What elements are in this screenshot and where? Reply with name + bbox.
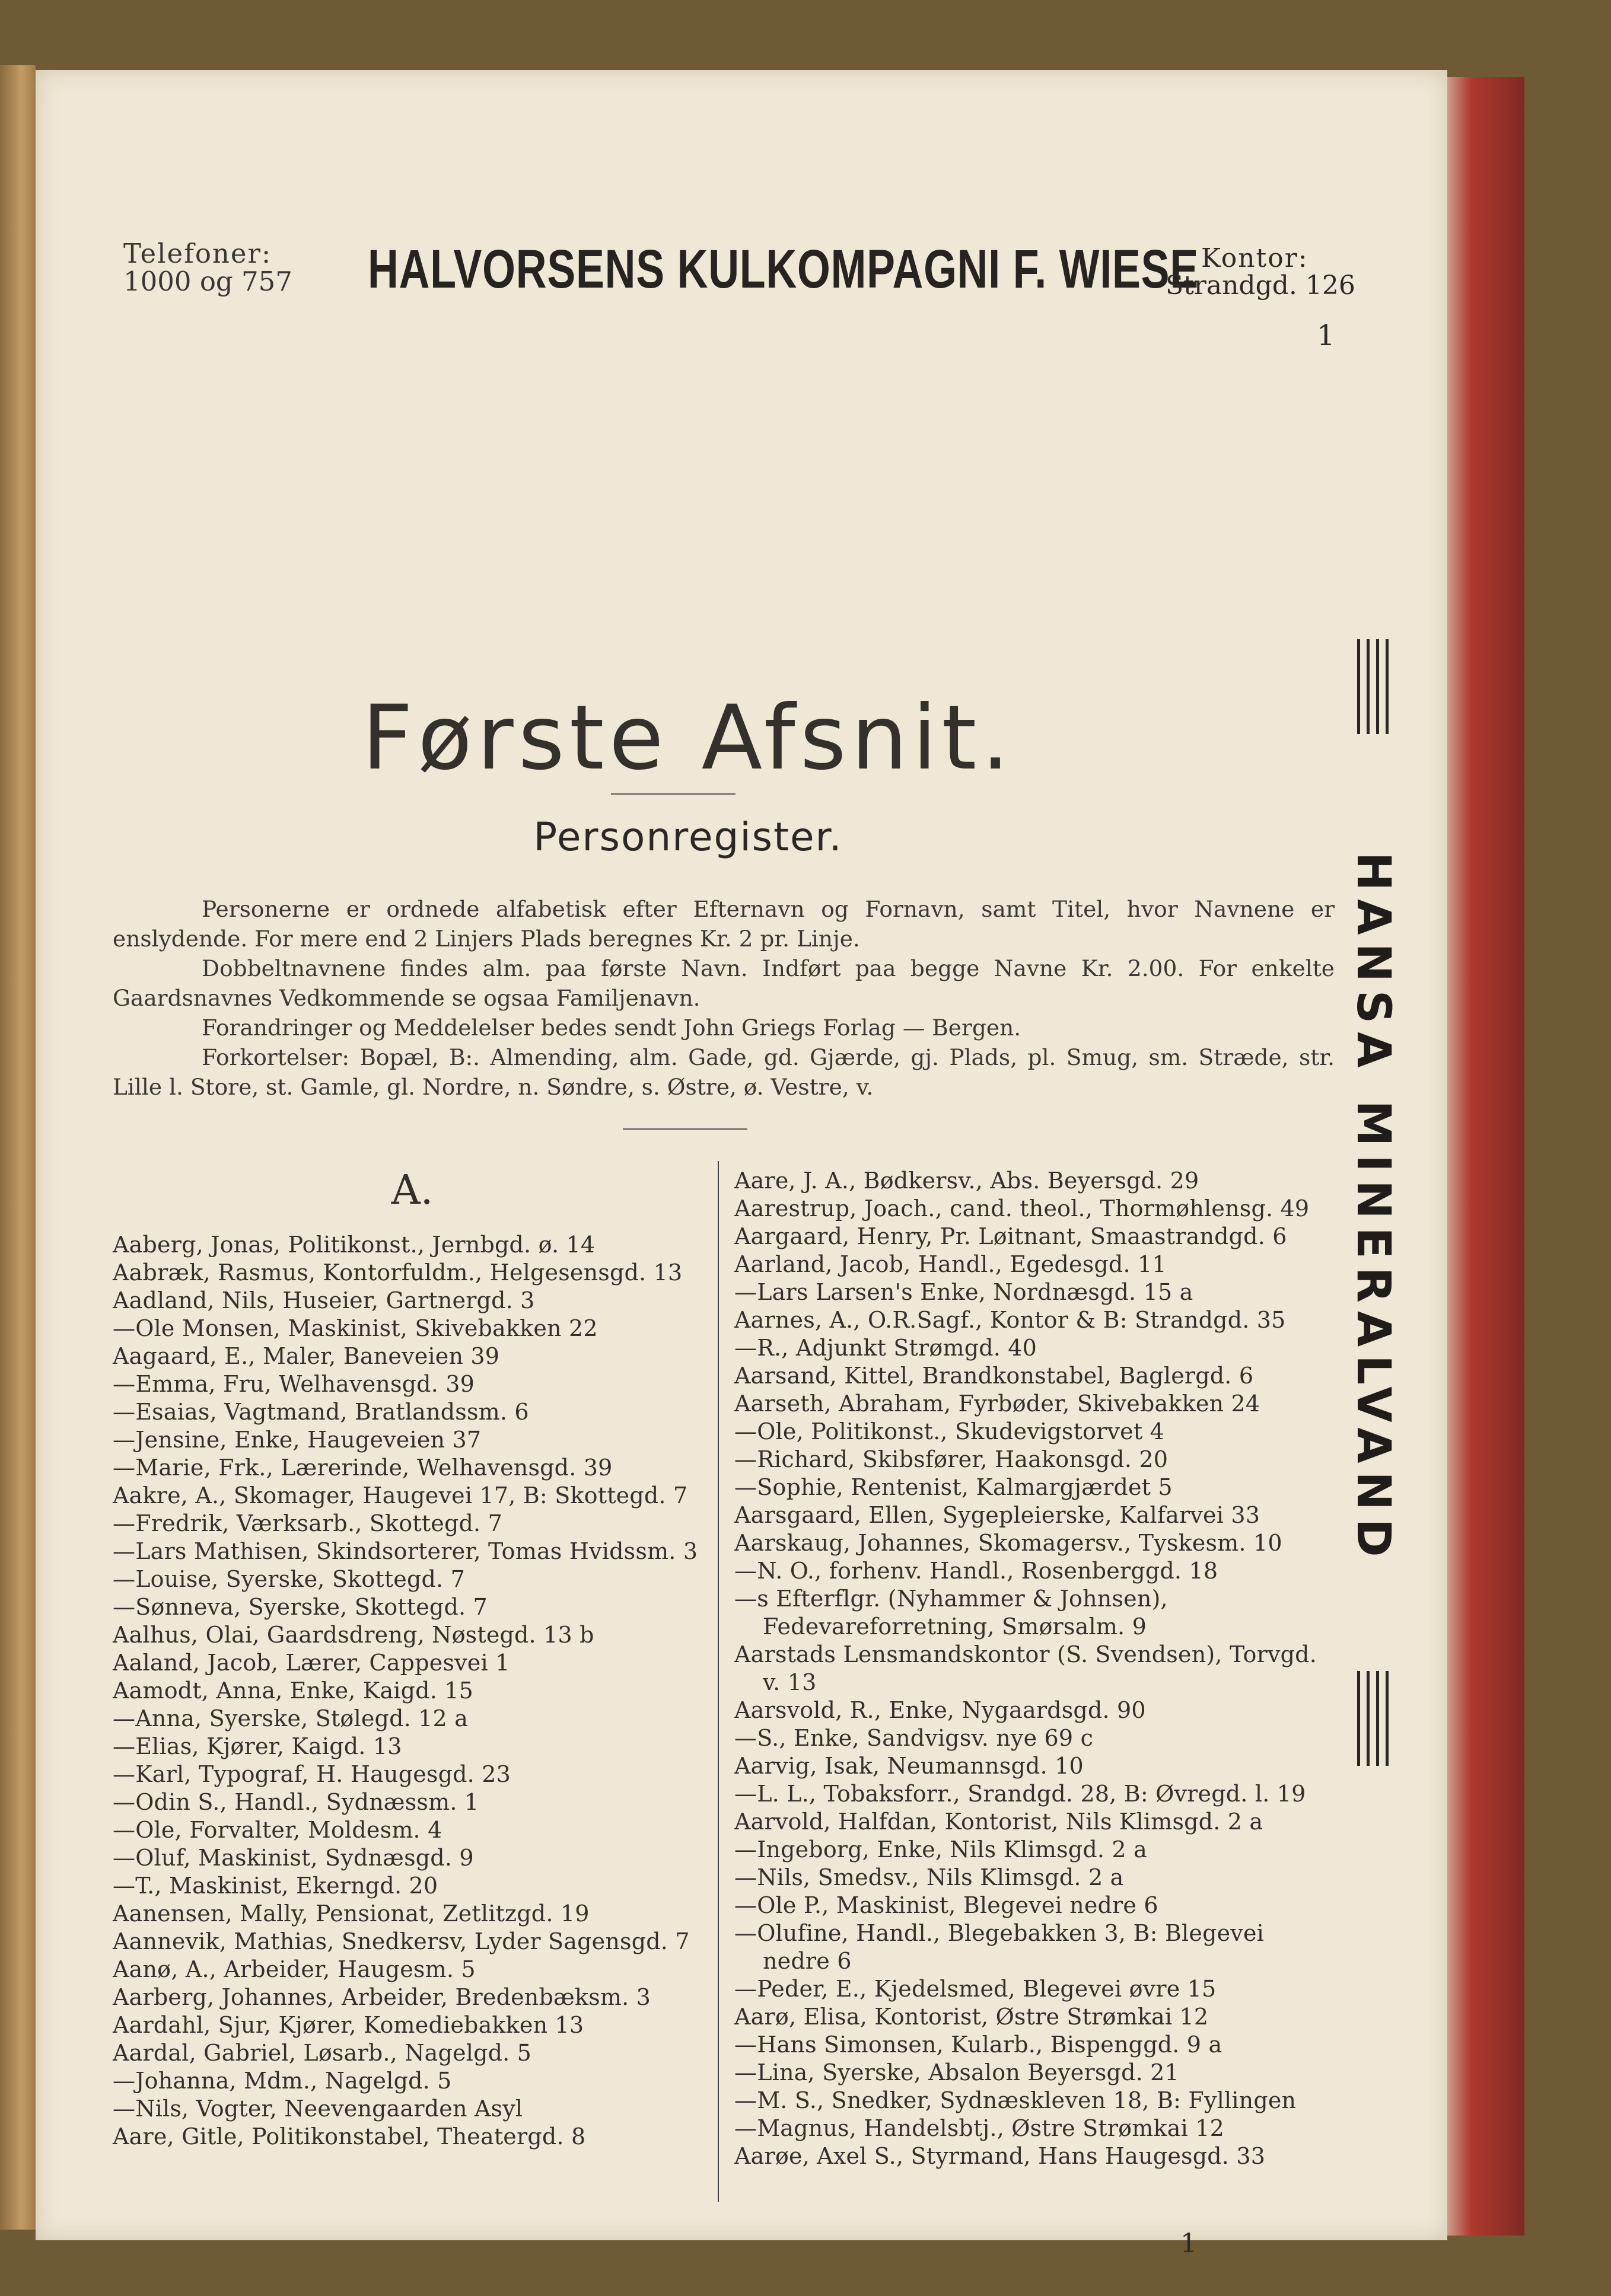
register-entry: Aamodt, Anna, Enke, Kaigd. 15 bbox=[113, 1678, 474, 1704]
register-entry: —Louise, Syerske, Skottegd. 7 bbox=[113, 1566, 465, 1592]
register-entry: Aarestrup, Joach., cand. theol., Thormøhlensg. 49 bbox=[734, 1195, 1310, 1222]
register-entry: —Hans Simonsen, Kularb., Bispenggd. 9 a bbox=[734, 2032, 1222, 2058]
intro-paragraph: Personerne er ordnede alfabetisk efter Efternavn og Fornavn, samt Titel, hvor Navnene er enslydende. For mere end 2 Linjers Plads beregnes Kr. 2 pr. Linje. bbox=[113, 896, 1335, 952]
register-entry: Aargaard, Henry, Pr. Løitnant, Smaastrandgd. 6 bbox=[734, 1223, 1287, 1249]
register-entry: Aarsand, Kittel, Brandkonstabel, Baglergd. 6 bbox=[734, 1363, 1254, 1389]
register-entry: Aabræk, Rasmus, Kontorfuldm., Helgesensgd. 13 bbox=[113, 1259, 683, 1286]
register-entry: —Ingeborg, Enke, Nils Klimsgd. 2 a bbox=[734, 1836, 1147, 1863]
register-entry: Aaland, Jacob, Lærer, Cappesvei 1 bbox=[113, 1650, 510, 1676]
register-entry: Aarsgaard, Ellen, Sygepleierske, Kalfarvei 33 bbox=[734, 1502, 1260, 1528]
register-entry: —Anna, Syerske, Stølegd. 12 a bbox=[113, 1705, 469, 1731]
register-entry: Aarberg, Johannes, Arbeider, Bredenbæksm. 3 bbox=[113, 1984, 651, 2010]
register-entry: Aarskaug, Johannes, Skomagersv., Tyskesm. 10 bbox=[734, 1530, 1282, 1556]
phone-numbers: 1000 og 757 bbox=[123, 266, 292, 297]
register-entry: Aare, J. A., Bødkersv., Abs. Beyersgd. 29 bbox=[734, 1168, 1199, 1194]
register-entry: —Johanna, Mdm., Nagelgd. 5 bbox=[113, 2068, 452, 2094]
intro-rule bbox=[623, 1128, 747, 1130]
register-entry: Aalhus, Olai, Gaardsdreng, Nøstegd. 13 b bbox=[113, 1622, 594, 1648]
left-column bbox=[113, 1167, 712, 2151]
register-entry: Aare, Gitle, Politikonstabel, Theatergd. 8 bbox=[113, 2123, 586, 2150]
register-entry: —Sophie, Rentenist, Kalmargjærdet 5 bbox=[734, 1474, 1173, 1500]
book-binding-left bbox=[0, 65, 36, 2230]
register-entry: —Richard, Skibsfører, Haakonsgd. 20 bbox=[734, 1446, 1169, 1472]
register-entry: —Ole Monsen, Maskinist, Skivebakken 22 bbox=[113, 1315, 598, 1341]
register-entry: Aaberg, Jonas, Politikonst., Jernbgd. ø. 14 bbox=[113, 1232, 596, 1258]
register-entry: Aarsvold, R., Enke, Nygaardsgd. 90 bbox=[734, 1697, 1146, 1723]
right-column bbox=[734, 1167, 1336, 2170]
register-entry: Aarvold, Halfdan, Kontorist, Nils Klimsgd. 2 a bbox=[734, 1809, 1263, 1835]
register-entry: Aadland, Nils, Huseier, Gartnergd. 3 bbox=[113, 1287, 535, 1313]
register-entry: —Sønneva, Syerske, Skottegd. 7 bbox=[113, 1594, 488, 1620]
ad-rule-top bbox=[1357, 639, 1389, 734]
register-entry: —Odin S., Handl., Sydnæssm. 1 bbox=[113, 1789, 479, 1815]
side-advertisement bbox=[1341, 639, 1412, 1766]
right-entries bbox=[734, 1167, 1336, 2170]
ad-rule-bottom bbox=[1357, 1671, 1389, 1766]
register-entry: —Jensine, Enke, Haugeveien 37 bbox=[113, 1427, 482, 1453]
intro-paragraph: Dobbeltnavnene findes alm. paa første Navn. Indført paa begge Navne Kr. 2.00. For enkelte Gaardsnavnes Vedkommende se ogsaa Familjenavn. bbox=[113, 955, 1335, 1011]
register-entry: Aardahl, Sjur, Kjører, Komediebakken 13 bbox=[113, 2012, 584, 2038]
register-entry: —T., Maskinist, Ekerngd. 20 bbox=[113, 1873, 438, 1899]
register-entry: —Olufine, Handl., Blegebakken 3, B: Blegevei nedre 6 bbox=[734, 1920, 1264, 1974]
register-entry: —Fredrik, Værksarb., Skottegd. 7 bbox=[113, 1510, 502, 1536]
register-entry: —Marie, Frk., Lærerinde, Welhavensgd. 39 bbox=[113, 1455, 613, 1481]
office-address: Strandgd. 126 bbox=[1166, 270, 1355, 301]
register-entry: —s Efterflgr. (Nyhammer & Johnsen), Fedevareforretning, Smørsalm. 9 bbox=[734, 1586, 1168, 1640]
register-entry: —R., Adjunkt Strømgd. 40 bbox=[734, 1335, 1037, 1361]
page-number-bottom: 1 bbox=[1180, 2228, 1197, 2259]
register-entry: Aarnes, A., O.R.Sagf., Kontor & B: Strandgd. 35 bbox=[734, 1307, 1286, 1333]
intro-paragraph: Forandringer og Meddelelser bedes sendt John Griegs Forlag — Bergen. bbox=[202, 1015, 1021, 1041]
register-entry: —Elias, Kjører, Kaigd. 13 bbox=[113, 1733, 402, 1759]
register-entry: —Ole, Politikonst., Skudevigstorvet 4 bbox=[734, 1418, 1164, 1444]
register-entry: —Karl, Typograf, H. Haugesgd. 23 bbox=[113, 1761, 511, 1787]
register-entry: Aarø, Elisa, Kontorist, Østre Strømkai 12 bbox=[734, 2004, 1209, 2030]
title-rule bbox=[611, 793, 736, 795]
side-ad-text: HANSA MINERALVAND bbox=[1346, 852, 1400, 1565]
register-entry: —Lina, Syerske, Absalon Beyersgd. 21 bbox=[734, 2059, 1179, 2085]
register-entry: —Ole P., Maskinist, Blegevei nedre 6 bbox=[734, 1892, 1158, 1918]
phone-label: Telefoner: bbox=[123, 238, 272, 269]
register-entry: Aagaard, E., Maler, Baneveien 39 bbox=[113, 1343, 500, 1369]
register-entry: Aannevik, Mathias, Snedkersv, Lyder Sagensgd. 7 bbox=[113, 1928, 690, 1954]
intro-paragraph: Forkortelser: Bopæl, B:. Almending, alm. Gade, gd. Gjærde, gj. Plads, pl. Smug, sm. Stræde, str. Lille l. Store, st. Gamle, gl. Nordre, n. Søndre, s. Østre, ø. Vestre, v. bbox=[113, 1044, 1335, 1100]
register-entry: Aarvig, Isak, Neumannsgd. 10 bbox=[734, 1753, 1084, 1779]
company-header: HALVORSENS KULKOMPAGNI F. WIESE bbox=[368, 239, 1199, 299]
register-entry: Aarstads Lensmandskontor (S. Svendsen), Torvgd. v. 13 bbox=[734, 1641, 1317, 1695]
register-entry: —Nils, Smedsv., Nils Klimsgd. 2 a bbox=[734, 1864, 1124, 1890]
register-entry: Aakre, A., Skomager, Haugevei 17, B: Skottegd. 7 bbox=[113, 1482, 688, 1509]
register-entry: —Emma, Fru, Welhavensgd. 39 bbox=[113, 1371, 475, 1397]
register-entry: Aanø, A., Arbeider, Haugesm. 5 bbox=[113, 1956, 476, 1982]
office-label: Kontor: bbox=[1201, 243, 1308, 273]
intro-text bbox=[113, 894, 1335, 1102]
register-entry: —Lars Mathisen, Skindsorterer, Tomas Hvidssm. 3 bbox=[113, 1538, 698, 1564]
column-divider bbox=[718, 1161, 719, 2202]
register-entry: —Nils, Vogter, Neevengaarden Asyl bbox=[113, 2096, 523, 2122]
register-entry: —Esaias, Vagtmand, Bratlandssm. 6 bbox=[113, 1399, 529, 1425]
register-entry: —Oluf, Maskinist, Sydnæsgd. 9 bbox=[113, 1845, 474, 1871]
register-entry: Aarøe, Axel S., Styrmand, Hans Haugesgd. 33 bbox=[734, 2143, 1266, 2169]
register-entry: —M. S., Snedker, Sydnæskleven 18, B: Fyllingen bbox=[734, 2087, 1297, 2113]
register-entry: —Magnus, Handelsbtj., Østre Strømkai 12 bbox=[734, 2115, 1224, 2141]
register-entry: Aarseth, Abraham, Fyrbøder, Skivebakken 24 bbox=[734, 1391, 1260, 1417]
letter-heading: A. bbox=[391, 1167, 434, 1214]
register-entry: —S., Enke, Sandvigsv. nye 69 c bbox=[734, 1725, 1094, 1751]
left-entries bbox=[113, 1231, 712, 2151]
register-entry: Aardal, Gabriel, Løsarb., Nagelgd. 5 bbox=[113, 2040, 532, 2066]
register-entry: —Peder, E., Kjedelsmed, Blegevei øvre 15 bbox=[734, 1976, 1217, 2002]
register-entry: Aanensen, Mally, Pensionat, Zetlitzgd. 19 bbox=[113, 1900, 590, 1927]
register-entry: —N. O., forhenv. Handl., Rosenberggd. 18 bbox=[734, 1558, 1218, 1584]
section-title: Første Afsnit. bbox=[361, 687, 1015, 790]
register-entry: Aarland, Jacob, Handl., Egedesgd. 11 bbox=[734, 1251, 1167, 1277]
book-edge-right bbox=[1435, 77, 1524, 2236]
register-entry: —L. L., Tobaksforr., Srandgd. 28, B: Øvregd. l. 19 bbox=[734, 1781, 1306, 1807]
book-page bbox=[36, 70, 1447, 2259]
register-entry: —Lars Larsen's Enke, Nordnæsgd. 15 a bbox=[734, 1279, 1193, 1305]
page-number-top: 1 bbox=[1317, 319, 1335, 352]
section-subtitle: Personregister. bbox=[533, 814, 843, 860]
register-entry: —Ole, Forvalter, Moldesm. 4 bbox=[113, 1817, 442, 1843]
